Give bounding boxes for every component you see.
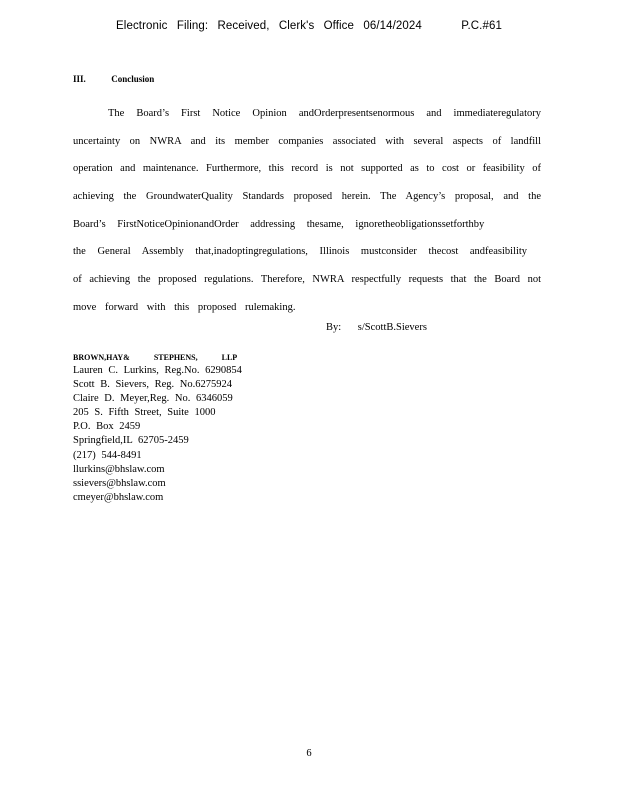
paragraph-line: The Board’s First Notice Opinion andOrderpresentsenormous and immediateregulatory [108,108,541,119]
paragraph-line: Board’s FirstNoticeOpinionandOrder addressing thesame, ignoretheobligationssetforthby [73,218,485,230]
city-state-zip: Springfield,IL 62705-2459 [73,435,189,447]
filing-header [0,20,618,32]
paragraph-line: move forward with this proposed rulemaking. [73,301,296,313]
attorney-meyer: Claire D. Meyer,Reg. No. 6346059 [73,393,233,405]
paragraph-line: of achieving the proposed regulations. Therefore, NWRA respectfully requests that the Board not [73,274,541,286]
phone-number: (217) 544-8491 [73,449,142,461]
attorney-sievers: Scott B. Sievers, Reg. No.6275924 [73,379,232,391]
public-comment-number: P.C.#61 [461,20,502,32]
law-firm-name: BROWN,HAY& STEPHENS, LLP [73,353,238,362]
counsel-block [73,352,242,505]
paragraph-line: operation and maintenance. Furthermore, this record is not supported as to cost or feasibility of [73,163,541,175]
attorney-lurkins: Lauren C. Lurkins, Reg.No. 6290854 [73,365,242,376]
po-box: P.O. Box 2459 [73,421,141,433]
page-number: 6 [306,748,312,759]
section-title: Conclusion [111,74,155,84]
section-number: III. [73,74,86,84]
electronic-signature: s/ScottB.Sievers [357,322,427,333]
by-label: By: [326,322,342,333]
email-sievers: ssievers@bhslaw.com [73,477,166,489]
section-heading [73,74,154,84]
paragraph-line: the General Assembly that,inadoptingregulations, Illinois mustconsider thecost andfeasibility [73,246,528,258]
signature-block [326,322,427,333]
street-address: 205 S. Fifth Street, Suite 1000 [73,407,216,419]
paragraph-line: achieving the GroundwaterQuality Standards proposed herein. The Agency’s proposal, and the [73,191,541,203]
email-lurkins: llurkins@bhslaw.com [73,463,165,475]
email-meyer: cmeyer@bhslaw.com [73,491,164,503]
filing-stamp-text: Electronic Filing: Received, Clerk's Office 06/14/2024 [116,20,422,32]
conclusion-paragraph [73,100,541,322]
paragraph-line: uncertainty on NWRA and its member companies associated with several aspects of landfill [73,135,541,147]
